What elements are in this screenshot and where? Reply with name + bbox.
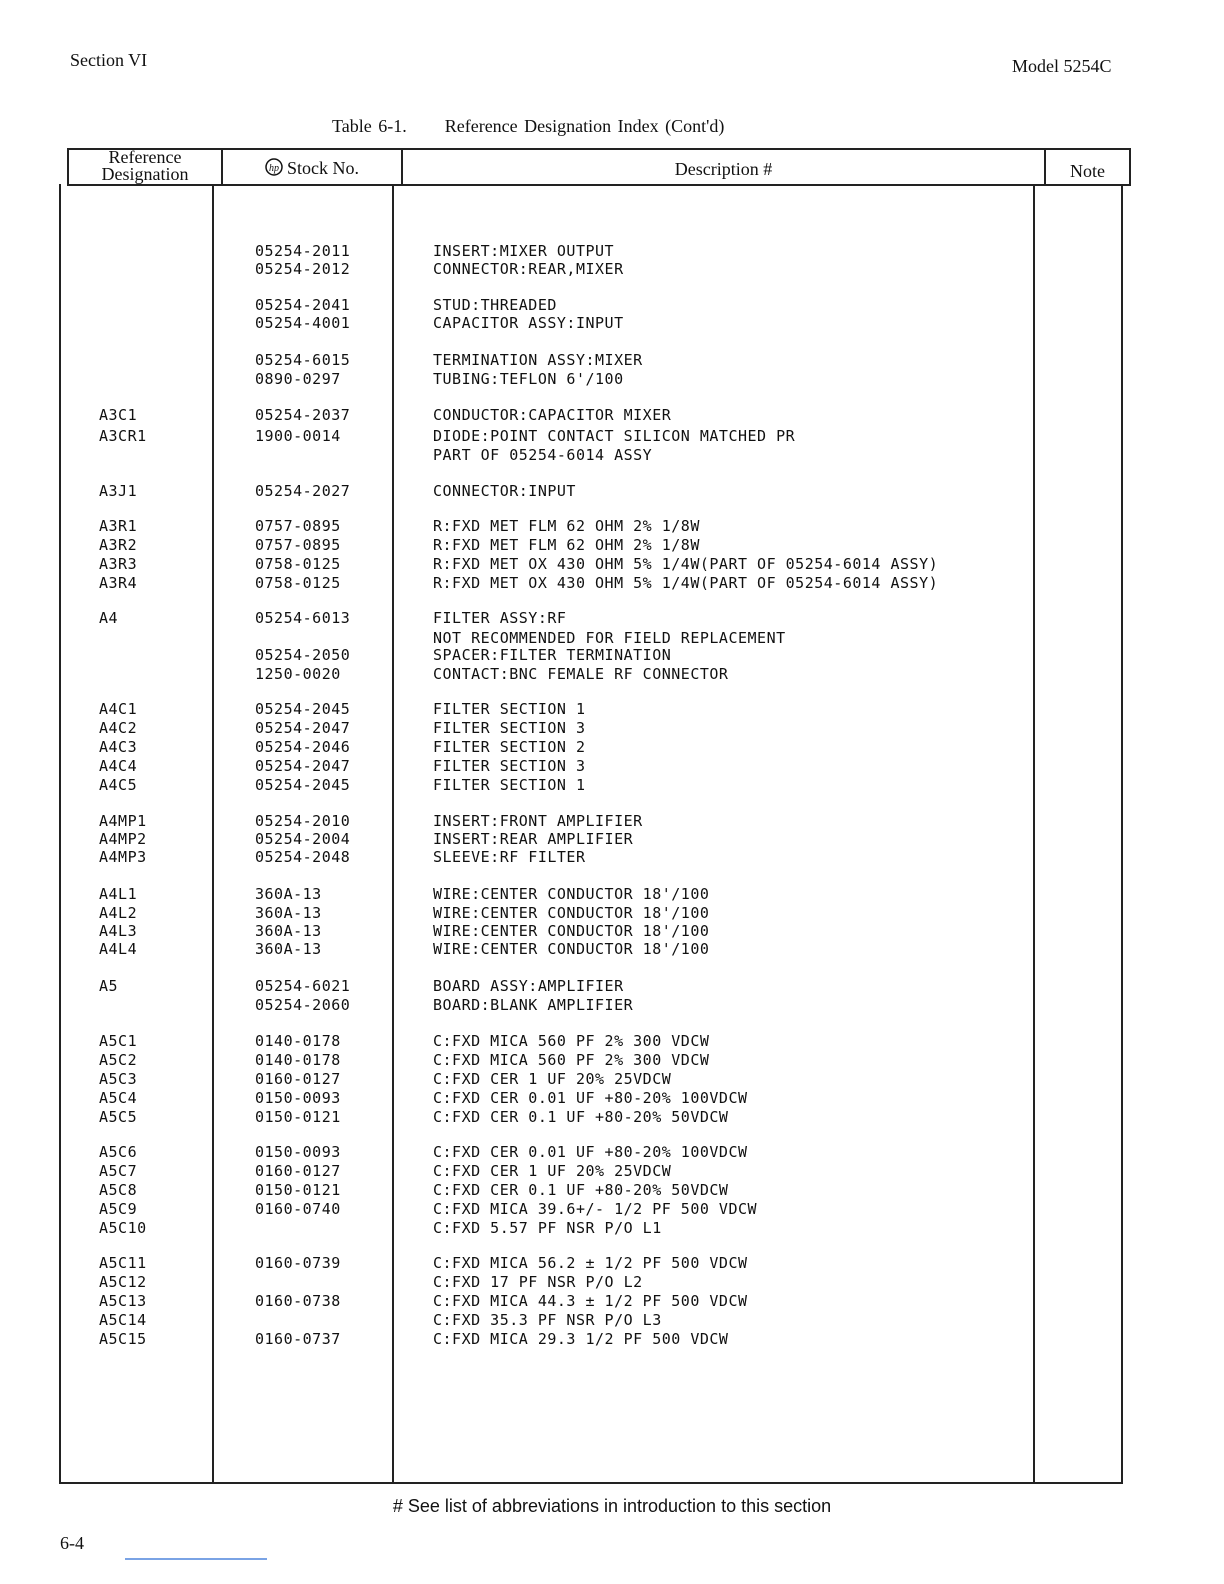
description-cell: FILTER ASSY:RF [433, 609, 567, 627]
model-label: Model 5254C [1012, 56, 1112, 76]
ref-designation-cell: A3C1 [99, 406, 138, 424]
description-cell: C:FXD 17 PF NSR P/O L2 [433, 1273, 643, 1291]
description-cell: C:FXD CER 0.01 UF +80-20% 100VDCW [433, 1143, 748, 1161]
stock-number-cell: 05254-2037 [255, 406, 351, 424]
stock-number-cell: 0140-0178 [255, 1051, 341, 1069]
stock-number-cell: 0140-0178 [255, 1032, 341, 1050]
page-number: 6-4 [60, 1533, 84, 1553]
description-cell: C:FXD MICA 44.3 ± 1/2 PF 500 VDCW [433, 1292, 748, 1310]
ref-designation-cell: A5C8 [99, 1181, 138, 1199]
ref-designation-cell: A4C5 [99, 776, 138, 794]
ref-designation-cell: A5C2 [99, 1051, 138, 1069]
ref-designation-cell: A3J1 [99, 482, 138, 500]
ref-designation-cell: A4C3 [99, 738, 138, 756]
ref-designation-cell: A4L3 [99, 922, 138, 940]
note-header: Note [1070, 161, 1105, 181]
stock-number-cell: 05254-2041 [255, 296, 351, 314]
stock-number-cell: 0758-0125 [255, 555, 341, 573]
stock-number-cell: 0160-0127 [255, 1162, 341, 1180]
description-cell: R:FXD MET FLM 62 OHM 2% 1/8W [433, 536, 700, 554]
ref-designation-cell: A4L4 [99, 940, 138, 958]
description-cell: INSERT:MIXER OUTPUT [433, 242, 615, 260]
stock-number-cell: 05254-2045 [255, 776, 351, 794]
ref-designation-cell: A4L1 [99, 885, 138, 903]
description-cell: C:FXD 5.57 PF NSR P/O L1 [433, 1219, 662, 1237]
stock-number-cell: 0160-0738 [255, 1292, 341, 1310]
stock-number-cell: 1250-0020 [255, 665, 341, 683]
description-cell: C:FXD MICA 29.3 1/2 PF 500 VDCW [433, 1330, 729, 1348]
ref-designation-cell: A5C12 [99, 1273, 147, 1291]
stock-number-cell: 05254-2047 [255, 757, 351, 775]
header-bottom-border [67, 184, 1131, 186]
ref-designation-cell: A3R4 [99, 574, 138, 592]
ref-designation-cell: A5C11 [99, 1254, 147, 1272]
ref-designation-cell: A5C1 [99, 1032, 138, 1050]
description-cell: CONTACT:BNC FEMALE RF CONNECTOR [433, 665, 729, 683]
description-cell: C:FXD MICA 56.2 ± 1/2 PF 500 VDCW [433, 1254, 748, 1272]
stock-number-cell: 05254-4001 [255, 314, 351, 332]
stock-number-cell: 0758-0125 [255, 574, 341, 592]
description-cell: FILTER SECTION 1 [433, 700, 586, 718]
footnote: # See list of abbreviations in introduction to this section [392, 1496, 832, 1516]
stock-number-cell: 05254-6015 [255, 351, 351, 369]
ref-designation-cell: A4C4 [99, 757, 138, 775]
stock-number-cell: 05254-6021 [255, 977, 351, 995]
description-cell: FILTER SECTION 3 [433, 719, 586, 737]
ref-designation-cell: A4C2 [99, 719, 138, 737]
stock-no-header [223, 158, 401, 179]
table-top-border [67, 148, 1131, 150]
description-cell: WIRE:CENTER CONDUCTOR 18'/100 [433, 922, 710, 940]
stock-number-cell: 05254-2046 [255, 738, 351, 756]
description-cell: CONDUCTOR:CAPACITOR MIXER [433, 406, 672, 424]
table-right-border [1121, 184, 1123, 1484]
description-cell: R:FXD MET OX 430 OHM 5% 1/4W(PART OF 05254-6014 ASSY) [433, 555, 939, 573]
ref-designation-cell: A3R3 [99, 555, 138, 573]
table-bottom-border [59, 1482, 1123, 1484]
stock-number-cell: 0150-0121 [255, 1181, 341, 1199]
description-cell: STUD:THREADED [433, 296, 557, 314]
ref-designation-header [69, 149, 221, 183]
ref-designation-cell: A4L2 [99, 904, 138, 922]
description-cell: BOARD ASSY:AMPLIFIER [433, 977, 624, 995]
stock-header-text: Stock No. [287, 158, 359, 178]
description-cell: WIRE:CENTER CONDUCTOR 18'/100 [433, 940, 710, 958]
ref-designation-cell: A5C13 [99, 1292, 147, 1310]
stock-number-cell: 360A-13 [255, 922, 322, 940]
description-cell: R:FXD MET OX 430 OHM 5% 1/4W(PART OF 05254-6014 ASSY) [433, 574, 939, 592]
hp-logo-icon [265, 158, 283, 179]
description-cell: WIRE:CENTER CONDUCTOR 18'/100 [433, 904, 710, 922]
stock-number-cell: 0160-0740 [255, 1200, 341, 1218]
description-cell: INSERT:REAR AMPLIFIER [433, 830, 634, 848]
description-cell: SPACER:FILTER TERMINATION [433, 646, 672, 664]
stock-number-cell: 1900-0014 [255, 427, 341, 445]
description-cell: FILTER SECTION 3 [433, 757, 586, 775]
description-cell: DIODE:POINT CONTACT SILICON MATCHED PR [433, 427, 796, 445]
ref-header-line2: Designation [101, 164, 189, 184]
stock-number-cell: 05254-2050 [255, 646, 351, 664]
ref-designation-cell: A4MP3 [99, 848, 147, 866]
table-number: Table 6-1. [332, 116, 407, 136]
column-divider-1 [212, 184, 214, 1482]
description-cell: C:FXD MICA 560 PF 2% 300 VDCW [433, 1051, 710, 1069]
stock-number-cell: 0150-0093 [255, 1089, 341, 1107]
stock-number-cell: 0757-0895 [255, 536, 341, 554]
ref-designation-cell: A5C10 [99, 1219, 147, 1237]
stock-number-cell: 0890-0297 [255, 370, 341, 388]
ref-header-line1: Reference [108, 147, 182, 167]
stock-number-cell: 0160-0739 [255, 1254, 341, 1272]
ref-designation-cell: A5C15 [99, 1330, 147, 1348]
stock-number-cell: 0150-0093 [255, 1143, 341, 1161]
ref-designation-cell: A5 [99, 977, 119, 995]
stock-number-cell: 0160-0737 [255, 1330, 341, 1348]
ref-designation-cell: A5C9 [99, 1200, 138, 1218]
stock-number-cell: 05254-2060 [255, 996, 351, 1014]
ref-designation-cell: A3R1 [99, 517, 138, 535]
description-cell: C:FXD CER 0.1 UF +80-20% 50VDCW [433, 1108, 729, 1126]
description-cell: CONNECTOR:INPUT [433, 482, 576, 500]
description-cell: C:FXD CER 1 UF 20% 25VDCW [433, 1162, 672, 1180]
decorative-underline [125, 1558, 267, 1560]
stock-number-cell: 360A-13 [255, 940, 322, 958]
stock-number-cell: 05254-2010 [255, 812, 351, 830]
table-left-border [59, 184, 61, 1484]
ref-designation-cell: A4C1 [99, 700, 138, 718]
stock-number-cell: 0150-0121 [255, 1108, 341, 1126]
description-cell: CAPACITOR ASSY:INPUT [433, 314, 624, 332]
description-cell: C:FXD MICA 39.6+/- 1/2 PF 500 VDCW [433, 1200, 758, 1218]
ref-designation-cell: A4MP2 [99, 830, 147, 848]
stock-number-cell: 05254-2012 [255, 260, 351, 278]
description-cell: FILTER SECTION 1 [433, 776, 586, 794]
section-label: Section VI [70, 50, 148, 70]
description-cell: FILTER SECTION 2 [433, 738, 586, 756]
ref-designation-cell: A3CR1 [99, 427, 147, 445]
ref-designation-cell: A5C3 [99, 1070, 138, 1088]
description-cell: PART OF 05254-6014 ASSY [433, 446, 653, 464]
ref-designation-cell: A3R2 [99, 536, 138, 554]
hp-logo-text: hp [269, 163, 279, 174]
stock-number-cell: 05254-2011 [255, 242, 351, 260]
description-cell: WIRE:CENTER CONDUCTOR 18'/100 [433, 885, 710, 903]
description-cell: C:FXD CER 0.1 UF +80-20% 50VDCW [433, 1181, 729, 1199]
stock-number-cell: 0160-0127 [255, 1070, 341, 1088]
ref-designation-cell: A5C14 [99, 1311, 147, 1329]
description-cell: C:FXD 35.3 PF NSR P/O L3 [433, 1311, 662, 1329]
stock-number-cell: 05254-2027 [255, 482, 351, 500]
description-cell: TERMINATION ASSY:MIXER [433, 351, 643, 369]
ref-designation-cell: A5C5 [99, 1108, 138, 1126]
description-cell: NOT RECOMMENDED FOR FIELD REPLACEMENT [433, 629, 786, 647]
description-cell: C:FXD MICA 560 PF 2% 300 VDCW [433, 1032, 710, 1050]
reference-designation-table [59, 148, 1131, 1484]
ref-designation-cell: A5C6 [99, 1143, 138, 1161]
stock-number-cell: 05254-2004 [255, 830, 351, 848]
table-title: Reference Designation Index (Cont'd) [444, 116, 725, 136]
description-cell: C:FXD CER 1 UF 20% 25VDCW [433, 1070, 672, 1088]
description-cell: TUBING:TEFLON 6'/100 [433, 370, 624, 388]
stock-number-cell: 05254-6013 [255, 609, 351, 627]
description-cell: CONNECTOR:REAR,MIXER [433, 260, 624, 278]
stock-number-cell: 05254-2048 [255, 848, 351, 866]
stock-number-cell: 0757-0895 [255, 517, 341, 535]
stock-number-cell: 360A-13 [255, 885, 322, 903]
table-caption [332, 116, 724, 137]
ref-designation-cell: A5C7 [99, 1162, 138, 1180]
description-cell: INSERT:FRONT AMPLIFIER [433, 812, 643, 830]
column-divider-2 [392, 184, 394, 1482]
ref-designation-cell: A4 [99, 609, 119, 627]
ref-designation-cell: A4MP1 [99, 812, 147, 830]
description-cell: BOARD:BLANK AMPLIFIER [433, 996, 634, 1014]
column-divider-3 [1033, 184, 1035, 1482]
description-cell: C:FXD CER 0.01 UF +80-20% 100VDCW [433, 1089, 748, 1107]
description-header: Description # [674, 159, 773, 179]
description-cell: SLEEVE:RF FILTER [433, 848, 586, 866]
stock-number-cell: 05254-2047 [255, 719, 351, 737]
header-right-border [1129, 148, 1131, 186]
ref-designation-cell: A5C4 [99, 1089, 138, 1107]
stock-number-cell: 360A-13 [255, 904, 322, 922]
stock-number-cell: 05254-2045 [255, 700, 351, 718]
description-cell: R:FXD MET FLM 62 OHM 2% 1/8W [433, 517, 700, 535]
